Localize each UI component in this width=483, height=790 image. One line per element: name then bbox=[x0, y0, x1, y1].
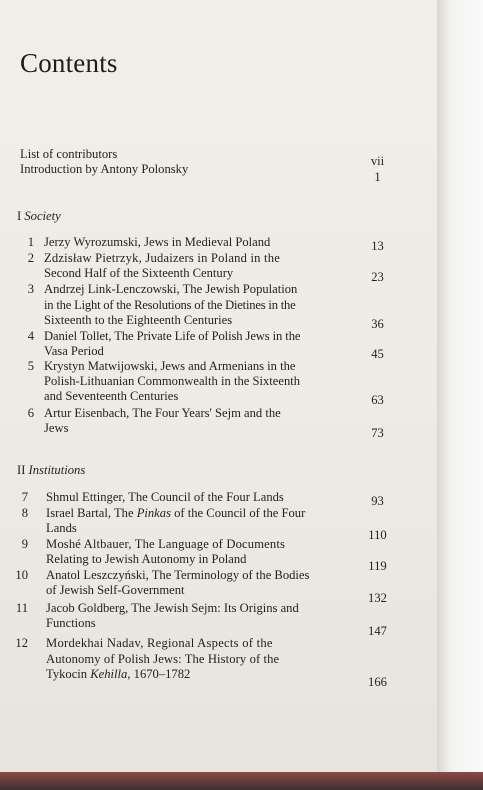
chapter-number: 8 bbox=[21, 506, 28, 520]
chapter-title-line bbox=[46, 505, 305, 521]
chapter-title-line: Jerzy Wyrozumski, Jews in Medieval Poland bbox=[44, 235, 271, 249]
chapter-page: 119 bbox=[368, 559, 387, 573]
chapter-title-line: Krystyn Matwijowski, Jews and Armenians in the bbox=[44, 359, 296, 373]
chapter-title-line: in the Light of the Resolutions of the Dietines in the bbox=[44, 298, 296, 312]
chapter-number: 9 bbox=[21, 537, 28, 551]
chapter-page: 45 bbox=[371, 347, 384, 361]
title-text-before: Israel Bartal, The bbox=[46, 506, 137, 520]
title-italic-word: Pinkas bbox=[136, 506, 171, 520]
title-text-after: of the Council of the Four bbox=[170, 506, 306, 520]
chapter-page: 36 bbox=[371, 317, 384, 331]
chapter-title-line: Moshé Altbauer, The Language of Documents bbox=[46, 537, 286, 551]
part-heading-institutions bbox=[17, 462, 85, 478]
part-name: Institutions bbox=[28, 463, 86, 477]
chapter-title-line: and Seventeenth Centuries bbox=[44, 389, 179, 403]
title-text-after: , 1670–1782 bbox=[127, 667, 191, 681]
chapter-number: 2 bbox=[27, 251, 34, 265]
chapter-number: 7 bbox=[21, 490, 28, 504]
chapter-title-line: Lands bbox=[46, 521, 77, 535]
introduction-title: Introduction by Antony Polonsky bbox=[20, 162, 189, 176]
introduction-page: 1 bbox=[374, 170, 381, 184]
chapter-title-line: Mordekhai Nadav, Regional Aspects of the bbox=[46, 636, 273, 650]
chapter-title-line: Functions bbox=[46, 616, 96, 630]
part-name: Society bbox=[24, 209, 61, 223]
chapter-page: 147 bbox=[368, 624, 387, 638]
chapter-title-line: Anatol Leszczyński, The Terminology of the Bodies bbox=[46, 568, 310, 582]
chapter-number: 12 bbox=[15, 636, 28, 650]
chapter-number: 1 bbox=[27, 235, 34, 249]
chapter-number: 3 bbox=[27, 282, 34, 296]
chapter-page: 132 bbox=[368, 591, 387, 605]
chapter-page: 110 bbox=[368, 528, 387, 542]
chapter-title-line: Polish-Lithuanian Commonwealth in the Sixteenth bbox=[44, 374, 301, 388]
chapter-title-line: Autonomy of Polish Jews: The History of the bbox=[46, 652, 280, 666]
chapter-title-line: Jacob Goldberg, The Jewish Sejm: Its Origins and bbox=[46, 601, 299, 615]
chapter-title-line: Andrzej Link-Lenczowski, The Jewish Population bbox=[44, 282, 298, 296]
chapter-number: 11 bbox=[15, 601, 28, 615]
chapter-title-line: Shmul Ettinger, The Council of the Four Lands bbox=[46, 490, 284, 504]
title-italic-word: Kehilla bbox=[90, 667, 128, 681]
chapter-number: 5 bbox=[27, 359, 34, 373]
chapter-page: 23 bbox=[371, 270, 384, 284]
page-title: Contents bbox=[20, 48, 118, 78]
chapter-title-line: Vasa Period bbox=[44, 344, 104, 358]
part-heading-society bbox=[17, 208, 61, 224]
page-edge-bottom bbox=[0, 772, 483, 790]
page-edge-right bbox=[437, 0, 483, 790]
chapter-number: 10 bbox=[15, 568, 28, 582]
chapter-title-line: Daniel Tollet, The Private Life of Polish Jews in the bbox=[44, 329, 301, 343]
chapter-title-line: Sixteenth to the Eighteenth Centuries bbox=[44, 313, 233, 327]
chapter-page: 63 bbox=[371, 393, 384, 407]
contributors-title: List of contributors bbox=[20, 147, 118, 161]
title-text-before: Tykocin bbox=[46, 667, 91, 681]
chapter-page: 73 bbox=[371, 426, 384, 440]
contributors-page: vii bbox=[370, 154, 385, 168]
chapter-title-line bbox=[46, 666, 190, 682]
chapter-number: 4 bbox=[27, 329, 34, 343]
chapter-page: 13 bbox=[371, 239, 384, 253]
chapter-title-line: Zdzisław Pietrzyk, Judaizers in Poland in the bbox=[44, 251, 280, 265]
chapter-page: 93 bbox=[371, 494, 384, 508]
chapter-number: 6 bbox=[27, 406, 34, 420]
chapter-page: 166 bbox=[368, 675, 387, 689]
chapter-title-line: of Jewish Self-Government bbox=[46, 583, 185, 597]
chapter-title-line: Jews bbox=[44, 421, 69, 435]
chapter-title-line: Relating to Jewish Autonomy in Poland bbox=[46, 552, 247, 566]
chapter-title-line: Artur Eisenbach, The Four Years' Sejm and the bbox=[44, 406, 281, 420]
chapter-title-line: Second Half of the Sixteenth Century bbox=[44, 266, 234, 280]
part-numeral: II bbox=[17, 463, 26, 477]
part-numeral: I bbox=[17, 209, 22, 223]
